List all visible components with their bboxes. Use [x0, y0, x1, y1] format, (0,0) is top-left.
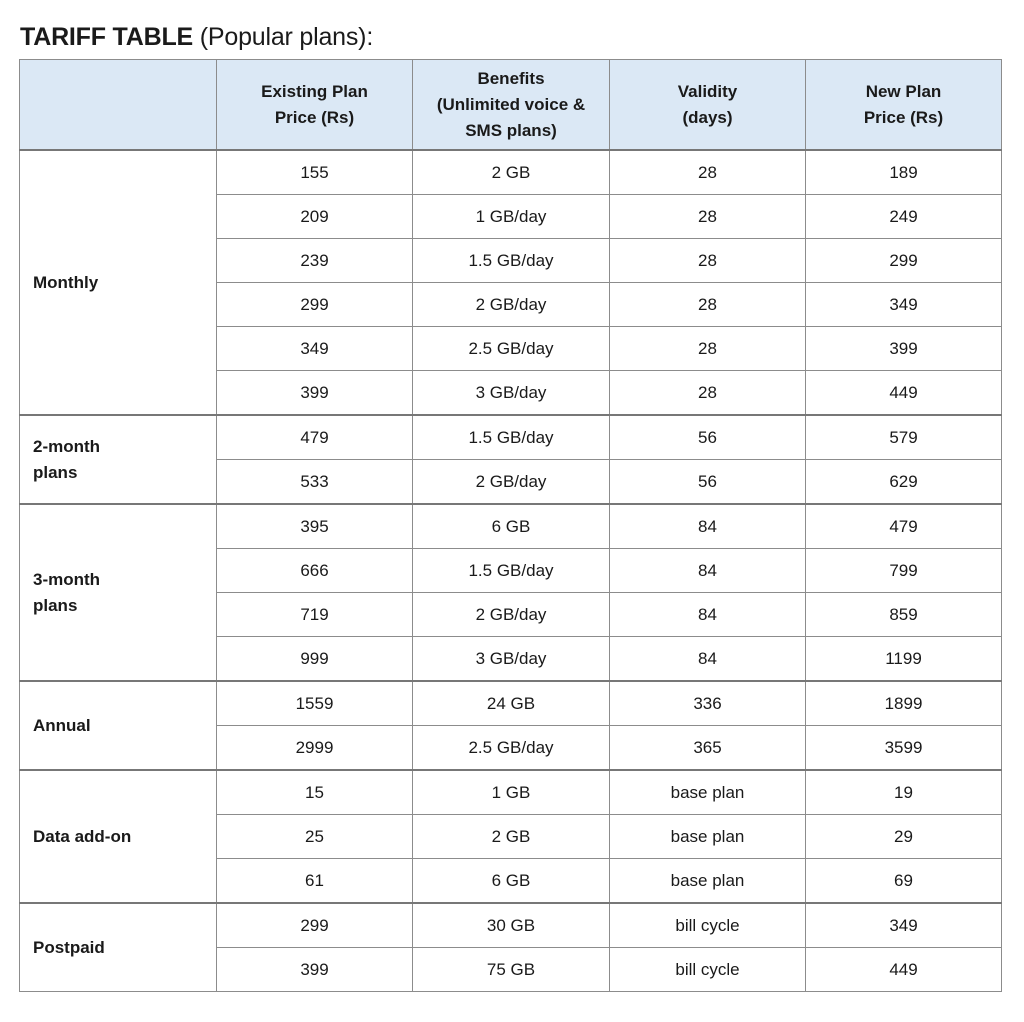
new-price-cell: 349: [806, 283, 1002, 327]
existing-price-cell: 15: [217, 770, 413, 815]
benefits-cell: 2.5 GB/day: [413, 726, 610, 771]
validity-cell: base plan: [610, 815, 806, 859]
header-line: SMS plans): [465, 120, 557, 140]
plan-group-label: [20, 903, 217, 992]
header-row: [20, 60, 1002, 151]
existing-price-cell: 239: [217, 239, 413, 283]
header-benefits: [413, 60, 610, 151]
validity-cell: 84: [610, 593, 806, 637]
page-title: [20, 22, 373, 52]
validity-cell: 56: [610, 460, 806, 505]
header-line: Validity: [677, 81, 738, 101]
validity-cell: 336: [610, 681, 806, 726]
table-row: [20, 504, 1002, 549]
new-price-cell: 3599: [806, 726, 1002, 771]
plan-group-label: [20, 504, 217, 681]
benefits-cell: 1.5 GB/day: [413, 415, 610, 460]
header-new-price: [806, 60, 1002, 151]
validity-cell: 28: [610, 195, 806, 239]
benefits-cell: 6 GB: [413, 504, 610, 549]
tariff-table: [19, 59, 1002, 992]
plan-group-label: [20, 415, 217, 504]
header-line: Benefits: [477, 68, 545, 88]
new-price-cell: 859: [806, 593, 1002, 637]
validity-cell: 56: [610, 415, 806, 460]
header-plan-type: [20, 60, 217, 151]
existing-price-cell: 399: [217, 371, 413, 416]
new-price-cell: 189: [806, 150, 1002, 195]
validity-cell: 28: [610, 327, 806, 371]
validity-cell: 28: [610, 283, 806, 327]
header-line: Price (Rs): [863, 107, 944, 127]
existing-price-cell: 25: [217, 815, 413, 859]
validity-cell: bill cycle: [610, 903, 806, 948]
existing-price-cell: 2999: [217, 726, 413, 771]
benefits-cell: 2 GB/day: [413, 283, 610, 327]
new-price-cell: 449: [806, 371, 1002, 416]
plan-group-label-line: plans: [33, 595, 78, 615]
plan-group-label-line: 2-month: [33, 436, 101, 456]
plan-group-label-line: Annual: [33, 715, 91, 735]
new-price-cell: 349: [806, 903, 1002, 948]
validity-cell: base plan: [610, 770, 806, 815]
validity-cell: 84: [610, 549, 806, 593]
new-price-cell: 799: [806, 549, 1002, 593]
table-row: [20, 150, 1002, 195]
benefits-cell: 2.5 GB/day: [413, 327, 610, 371]
title-bold: TARIFF TABLE: [20, 23, 194, 51]
validity-cell: bill cycle: [610, 948, 806, 992]
plan-group-label-line: Postpaid: [33, 937, 105, 957]
existing-price-cell: 61: [217, 859, 413, 904]
validity-cell: 28: [610, 150, 806, 195]
title-subtitle: (Popular plans):: [199, 23, 374, 51]
benefits-cell: 1 GB/day: [413, 195, 610, 239]
plan-group-label-line: Monthly: [33, 272, 99, 292]
existing-price-cell: 395: [217, 504, 413, 549]
validity-cell: 365: [610, 726, 806, 771]
existing-price-cell: 399: [217, 948, 413, 992]
header-line: Existing Plan: [261, 81, 368, 101]
existing-price-cell: 155: [217, 150, 413, 195]
new-price-cell: 479: [806, 504, 1002, 549]
existing-price-cell: 299: [217, 903, 413, 948]
table-header: [20, 60, 1002, 151]
existing-price-cell: 209: [217, 195, 413, 239]
benefits-cell: 3 GB/day: [413, 637, 610, 682]
benefits-cell: 24 GB: [413, 681, 610, 726]
new-price-cell: 629: [806, 460, 1002, 505]
plan-group-label: [20, 150, 217, 415]
new-price-cell: 19: [806, 770, 1002, 815]
table-row: [20, 903, 1002, 948]
benefits-cell: 30 GB: [413, 903, 610, 948]
benefits-cell: 1 GB: [413, 770, 610, 815]
new-price-cell: 1899: [806, 681, 1002, 726]
header-line: (Unlimited voice &: [436, 94, 586, 114]
existing-price-cell: 349: [217, 327, 413, 371]
existing-price-cell: 533: [217, 460, 413, 505]
existing-price-cell: 1559: [217, 681, 413, 726]
benefits-cell: 75 GB: [413, 948, 610, 992]
header-line: Price (Rs): [274, 107, 355, 127]
header-existing-price: [217, 60, 413, 151]
header-line: (days): [682, 107, 733, 127]
plan-group-label: [20, 681, 217, 770]
existing-price-cell: 299: [217, 283, 413, 327]
header-validity: [610, 60, 806, 151]
new-price-cell: 1199: [806, 637, 1002, 682]
benefits-cell: 2 GB/day: [413, 460, 610, 505]
existing-price-cell: 719: [217, 593, 413, 637]
benefits-cell: 2 GB: [413, 150, 610, 195]
new-price-cell: 299: [806, 239, 1002, 283]
validity-cell: 84: [610, 637, 806, 682]
plan-group-label: [20, 770, 217, 903]
new-price-cell: 29: [806, 815, 1002, 859]
benefits-cell: 1.5 GB/day: [413, 549, 610, 593]
new-price-cell: 449: [806, 948, 1002, 992]
existing-price-cell: 999: [217, 637, 413, 682]
plan-group-label-line: Data add-on: [33, 826, 132, 846]
header-line: New Plan: [865, 81, 942, 101]
benefits-cell: 2 GB: [413, 815, 610, 859]
benefits-cell: 1.5 GB/day: [413, 239, 610, 283]
existing-price-cell: 666: [217, 549, 413, 593]
table-row: [20, 681, 1002, 726]
new-price-cell: 249: [806, 195, 1002, 239]
new-price-cell: 579: [806, 415, 1002, 460]
table-row: [20, 415, 1002, 460]
validity-cell: 84: [610, 504, 806, 549]
new-price-cell: 399: [806, 327, 1002, 371]
benefits-cell: 2 GB/day: [413, 593, 610, 637]
new-price-cell: 69: [806, 859, 1002, 904]
benefits-cell: 6 GB: [413, 859, 610, 904]
validity-cell: base plan: [610, 859, 806, 904]
plan-group-label-line: plans: [33, 462, 78, 482]
validity-cell: 28: [610, 371, 806, 416]
table-row: [20, 770, 1002, 815]
plan-group-label-line: 3-month: [33, 569, 101, 589]
benefits-cell: 3 GB/day: [413, 371, 610, 416]
existing-price-cell: 479: [217, 415, 413, 460]
table-body: [20, 150, 1002, 992]
validity-cell: 28: [610, 239, 806, 283]
